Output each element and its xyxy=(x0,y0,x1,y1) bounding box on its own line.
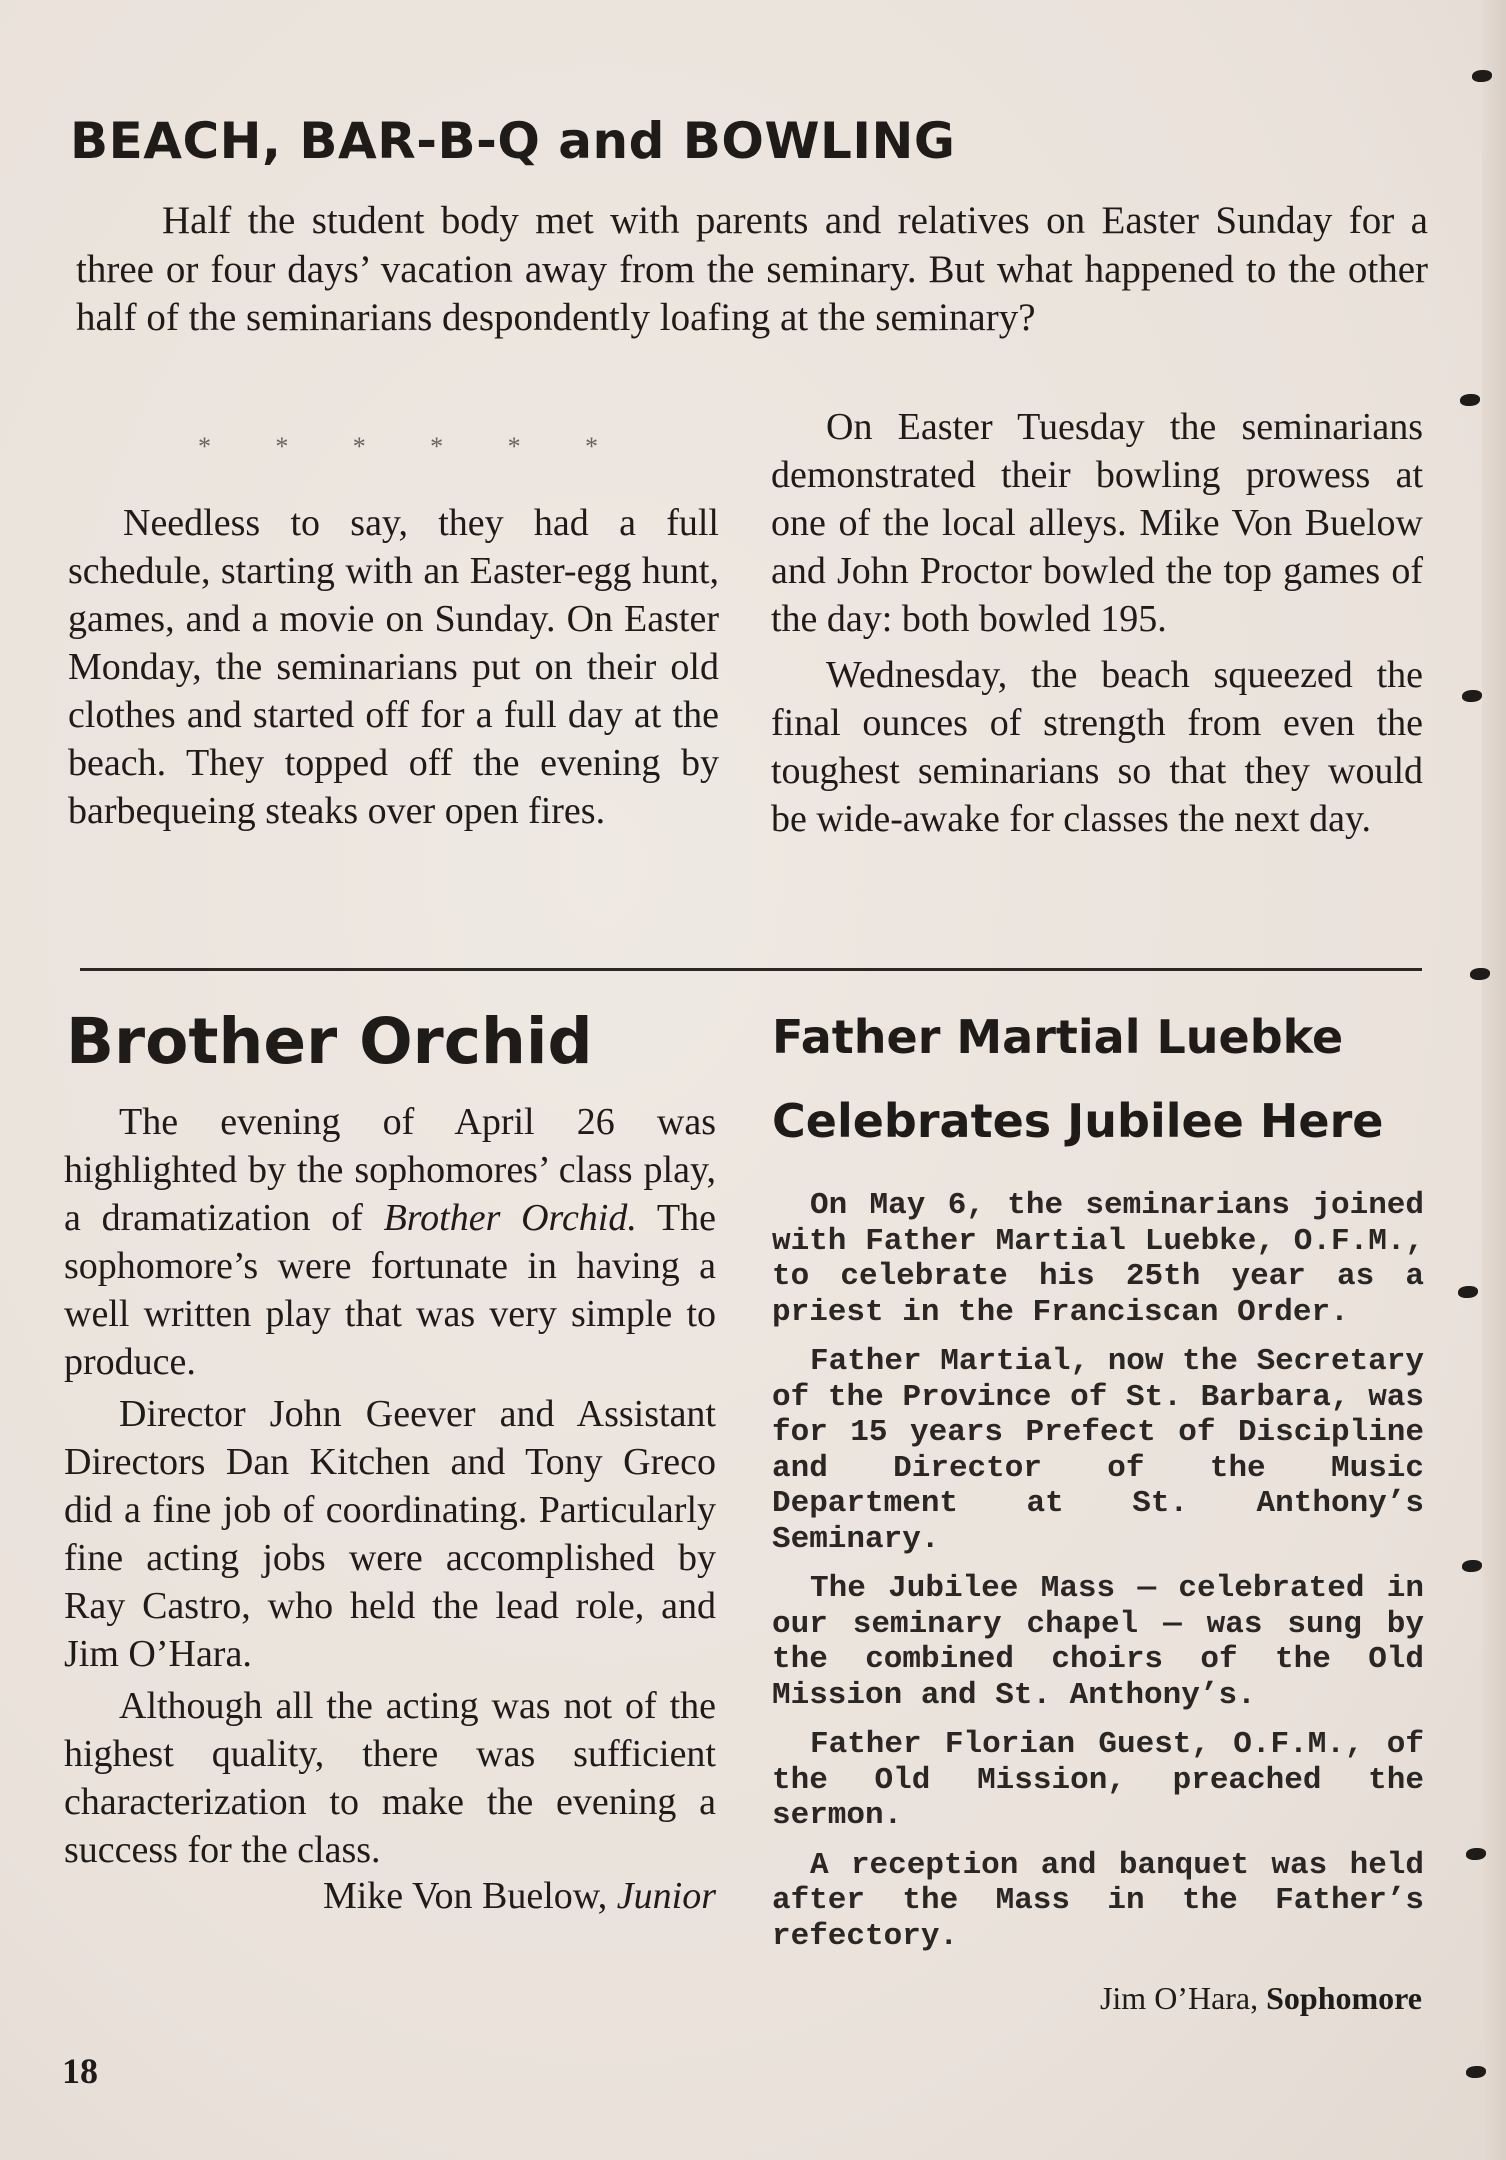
asterisk: * xyxy=(584,432,598,461)
staple-hole xyxy=(1466,2066,1486,2078)
jubilee-title-line-2: Celebrates Jubilee Here xyxy=(772,1094,1384,1148)
beach-article-title: BEACH, BAR-B-Q and BOWLING xyxy=(70,112,956,170)
jubilee-paragraph-5: A reception and banquet was held after the Mass in the Father’s refectory. xyxy=(772,1847,1424,1954)
staple-hole xyxy=(1470,968,1490,980)
asterisk: * xyxy=(275,432,289,461)
binding-edge xyxy=(1482,0,1506,2160)
jubilee-title-line-1: Father Martial Luebke xyxy=(772,1010,1344,1064)
jubilee-paragraph-3: The Jubilee Mass — celebrated in our seminary chapel — was sung by the combined choirs of the Old Mission and St. Anthony’s. xyxy=(772,1571,1424,1713)
jubilee-column xyxy=(772,1188,1424,1968)
staple-hole xyxy=(1466,1848,1486,1860)
beach-right-column xyxy=(771,403,1423,843)
orchid-paragraph-2: Director John Geever and Assistant Directors Dan Kitchen and Tony Greco did a fine job of coordinating. Particularly fine acting jobs were accomplished by Ray Castro, who held the lead role, and Jim O’Hara. xyxy=(64,1393,716,1675)
orchid-byline: Mike Von Buelow, Junior xyxy=(322,1875,716,1917)
jubilee-paragraph-1: On May 6, the seminarians joined with Father Martial Luebke, O.F.M., to celebrate his 25th year as a priest in the Franciscan Order. xyxy=(772,1188,1424,1330)
play-title: Brother Orchid. xyxy=(383,1197,637,1239)
beach-left-column xyxy=(68,499,719,835)
page-number: 18 xyxy=(62,2051,98,2091)
beach-intro-paragraph: Half the student body met with parents and relatives on Easter Sunday for a three or four days’ vacation away from the seminary. But what happened to the other half of the seminarians despondently loafing at the seminary? xyxy=(76,199,1428,339)
beach-wednesday-paragraph: Wednesday, the beach squeezed the final ounces of strength from even the toughest seminarians so that they would be wide-awake for classes the next day. xyxy=(771,654,1423,840)
jubilee-paragraph-4: Father Florian Guest, O.F.M., of the Old Mission, preached the sermon. xyxy=(772,1727,1424,1833)
orchid-article-title: Brother Orchid xyxy=(66,1005,593,1078)
asterisk: * xyxy=(430,432,444,461)
staple-hole xyxy=(1462,690,1482,702)
asterisk: * xyxy=(352,432,366,461)
orchid-column xyxy=(64,1098,716,1918)
staple-hole xyxy=(1472,70,1492,82)
asterisk: * xyxy=(507,432,521,461)
bowling-paragraph: On Easter Tuesday the seminarians demonstrated their bowling prowess at one of the local alleys. Mike Von Buelow and John Proctor bowled the top games of the day: both bowled 195. xyxy=(771,406,1423,640)
staple-hole xyxy=(1458,1286,1478,1298)
beach-left-paragraph: Needless to say, they had a full schedule, starting with an Easter-egg hunt, games, and a movie on Sunday. On Easter Monday, the seminarians put on their old clothes and started off for a full day at the beach. They topped off the evening by barbequeing steaks over open fires. xyxy=(68,502,719,832)
section-divider xyxy=(80,968,1422,971)
orchid-paragraph-3: Although all the acting was not of the highest quality, there was sufficient characterization to make the evening a success for the class. xyxy=(64,1685,716,1871)
jubilee-paragraph-2: Father Martial, now the Secretary of the Province of St. Barbara, was for 15 years Prefect of Discipline and Director of the Music Department at St. Anthony’s Seminary. xyxy=(772,1344,1424,1557)
orchid-paragraph-1: The evening of April 26 was highlighted by the sophomores’ class play, a dramatization of Brother Orchid. The sophomore’s were fortunate in having a well written play that was very simple to produce. xyxy=(64,1101,716,1383)
asterisk: * xyxy=(198,432,211,461)
staple-hole xyxy=(1462,1560,1482,1572)
staple-hole xyxy=(1460,394,1480,406)
section-break-asterisks xyxy=(198,432,598,462)
jubilee-byline: Jim O’Hara, Sophomore xyxy=(1099,1980,1422,2016)
